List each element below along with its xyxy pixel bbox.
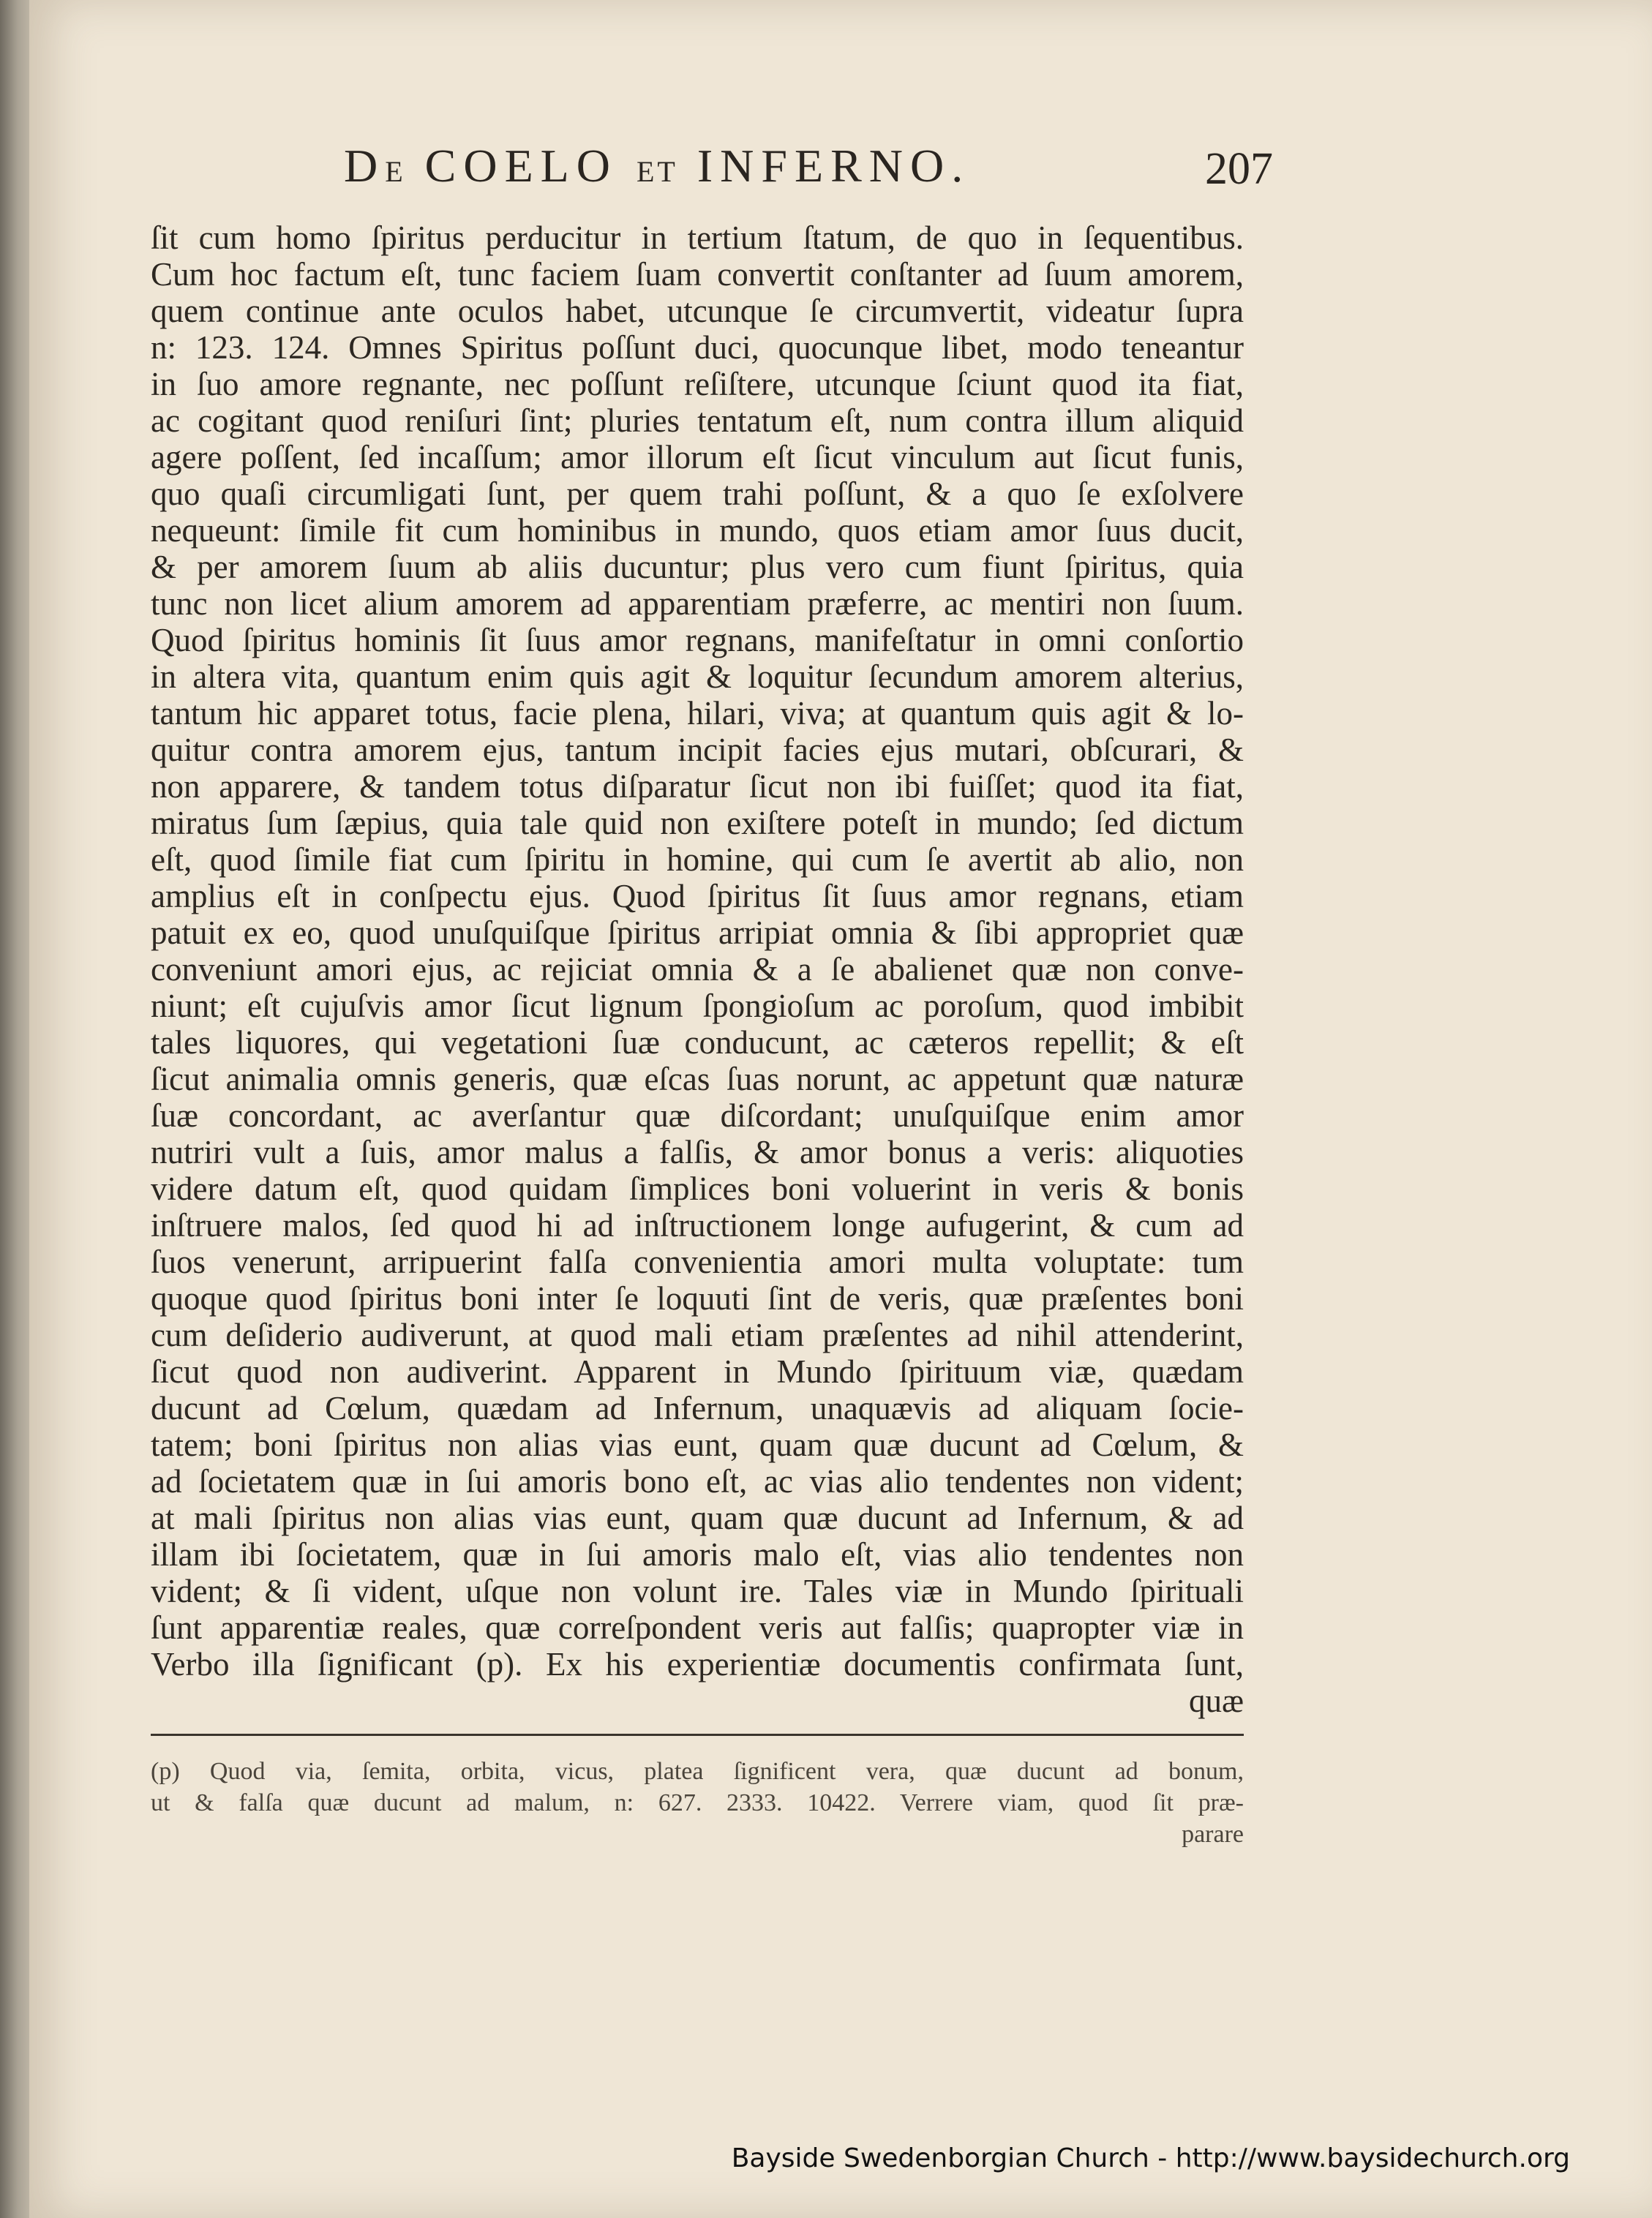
text-line: agere poſſent, ſed incaſſum; amor illorum eſt ſicut vinculum aut ſicut funis, (151, 439, 1244, 475)
text-line: n: 123. 124. Omnes Spiritus poſſunt duci, quocunque libet, modo teneantur (151, 329, 1244, 366)
text-line: tantum hic apparet totus, facie plena, hilari, viva; at quantum quis agit & lo- (151, 695, 1244, 732)
text-line: vident; & ſi vident, uſque non volunt ire. Tales viæ in Mundo ſpirituali (151, 1573, 1244, 1609)
page-header (344, 139, 1273, 205)
text-line: inſtruere malos, ſed quod hi ad inſtructionem longe aufugerint, & cum ad (151, 1207, 1244, 1244)
text-line: conveniunt amori ejus, ac rejiciat omnia & a ſe abalienet quæ non conve- (151, 951, 1244, 988)
text-line: tales liquores, qui vegetationi ſuæ conducunt, ac cæteros repellit; & eſt (151, 1024, 1244, 1061)
text-line: niunt; eſt cujuſvis amor ſicut lignum ſpongioſum ac poroſum, quod imbibit (151, 988, 1244, 1024)
watermark: Bayside Swedenborgian Church - http://www.baysidechurch.org (731, 2143, 1570, 2173)
text-line: quo quaſi circumligati ſunt, per quem trahi poſſunt, & a quo ſe exſolvere (151, 475, 1244, 512)
text-line: quæ (1188, 1683, 1244, 1719)
footnote-line: parare (1182, 1821, 1244, 1848)
footnote-line: (p) Quod via, ſemita, orbita, vicus, platea ſignificent vera, quæ ducunt ad bonum, (151, 1758, 1244, 1785)
text-line: cum deſiderio audiverunt, at quod mali etiam præſentes ad nihil attenderint, (151, 1317, 1244, 1353)
text-line: & per amorem ſuum ab aliis ducuntur; plus vero cum fiunt ſpiritus, quia (151, 549, 1244, 585)
text-line: ſicut animalia omnis generis, quæ eſcas ſuas norunt, ac appetunt quæ naturæ (151, 1061, 1244, 1097)
text-line: Verbo illa ſignificant (p). Ex his experientiæ documentis confirmata ſunt, (151, 1646, 1244, 1683)
footnote-line: ut & falſa quæ ducunt ad malum, n: 627. 2333. 10422. Verrere viam, quod ſit præ- (151, 1789, 1244, 1816)
text-line: ſuos venerunt, arripuerint falſa convenientia amori multa voluptate: tum (151, 1244, 1244, 1280)
text-line: patuit ex eo, quod unuſquiſque ſpiritus arripiat omnia & ſibi appropriet quæ (151, 914, 1244, 951)
text-line: Cum hoc factum eſt, tunc faciem ſuam convertit conſtanter ad ſuum amorem, (151, 256, 1244, 293)
running-title: DE COELO ET INFERNO. (344, 140, 971, 192)
main-text-block (151, 219, 1244, 1719)
text-line: at mali ſpiritus non alias vias eunt, quam quæ ducunt ad Infernum, & ad (151, 1500, 1244, 1536)
text-line: tunc non licet alium amorem ad apparentiam præferre, ac mentiri non ſuum. (151, 585, 1244, 622)
text-line: ad ſocietatem quæ in ſui amoris bono eſt, ac vias alio tendentes non vident; (151, 1463, 1244, 1500)
text-line: quem continue ante oculos habet, utcunque ſe circumvertit, videatur ſupra (151, 293, 1244, 329)
text-line: ſunt apparentiæ reales, quæ correſpondent veris aut falſis; quapropter viæ in (151, 1609, 1244, 1646)
text-line: videre datum eſt, quod quidam ſimplices boni voluerint in veris & bonis (151, 1170, 1244, 1207)
text-line: nutriri vult a ſuis, amor malus a falſis, & amor bonus a veris: aliquoties (151, 1134, 1244, 1170)
footnote-rule (151, 1734, 1244, 1736)
text-line: eſt, quod ſimile fiat cum ſpiritu in homine, qui cum ſe avertit ab alio, non (151, 841, 1244, 878)
text-line: ſicut quod non audiverint. Apparent in Mundo ſpirituum viæ, quædam (151, 1353, 1244, 1390)
text-line: ducunt ad Cœlum, quædam ad Infernum, unaquævis ad aliquam ſocie- (151, 1390, 1244, 1426)
text-line: ſit cum homo ſpiritus perducitur in tertium ſtatum, de quo in ſequentibus. (151, 219, 1244, 256)
text-line: miratus ſum ſæpius, quia tale quid non exiſtere poteſt in mundo; ſed dictum (151, 805, 1244, 841)
text-line: quitur contra amorem ejus, tantum incipit facies ejus mutari, obſcurari, & (151, 732, 1244, 768)
footnote-block (151, 1756, 1244, 1850)
text-line: Quod ſpiritus hominis ſit ſuus amor regnans, manifeſtatur in omni conſortio (151, 622, 1244, 658)
text-line: quoque quod ſpiritus boni inter ſe loquuti ſint de veris, quæ præſentes boni (151, 1280, 1244, 1317)
text-line: amplius eſt in conſpectu ejus. Quod ſpiritus ſit ſuus amor regnans, etiam (151, 878, 1244, 914)
text-line: ac cogitant quod reniſuri ſint; pluries tentatum eſt, num contra illum aliquid (151, 402, 1244, 439)
text-line: tatem; boni ſpiritus non alias vias eunt, quam quæ ducunt ad Cœlum, & (151, 1426, 1244, 1463)
text-line: illam ibi ſocietatem, quæ in ſui amoris malo eſt, vias alio tendentes non (151, 1536, 1244, 1573)
text-line: ſuæ concordant, ac averſantur quæ diſcordant; unuſquiſque enim amor (151, 1097, 1244, 1134)
text-line: in ſuo amore regnante, nec poſſunt reſiſtere, utcunque ſciunt quod ita fiat, (151, 366, 1244, 402)
text-line: nequeunt: ſimile fit cum hominibus in mundo, quos etiam amor ſuus ducit, (151, 512, 1244, 549)
text-line: in altera vita, quantum enim quis agit & loquitur ſecundum amorem alterius, (151, 658, 1244, 695)
text-line: non apparere, & tandem totus diſparatur ſicut non ibi fuiſſet; quod ita fiat, (151, 768, 1244, 805)
page-number: 207 (1205, 144, 1273, 194)
